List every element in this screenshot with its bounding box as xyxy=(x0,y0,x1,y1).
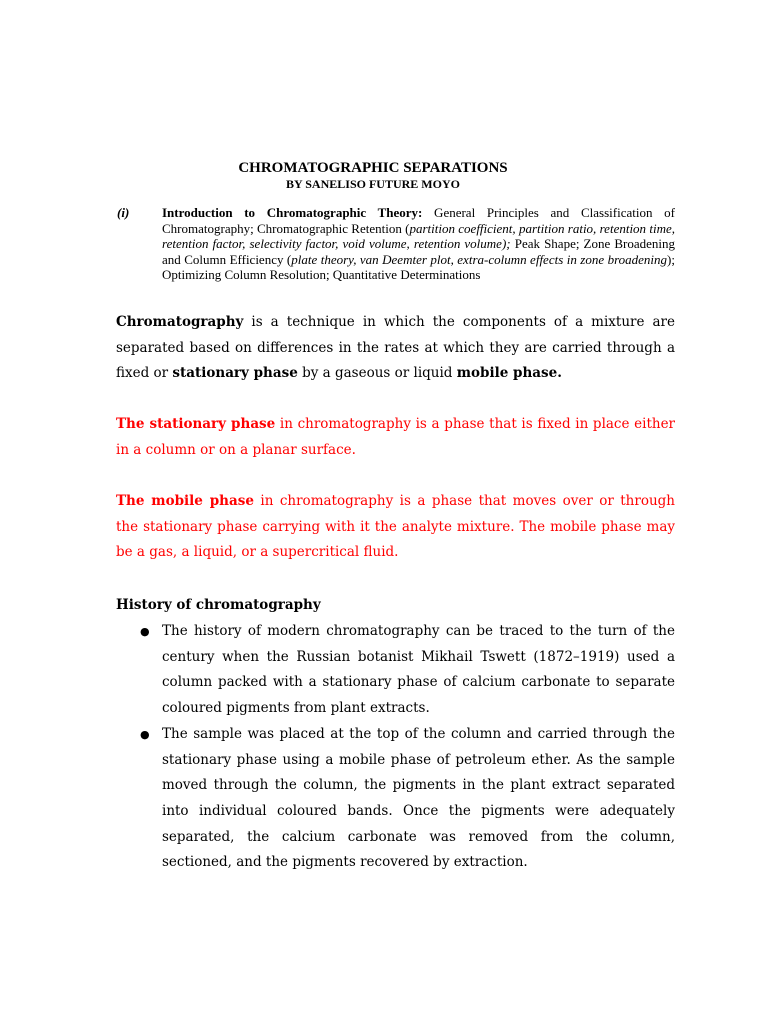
intro-text-1: General Principles and Classification of Chromatography; Chromatographic Retention ( xyxy=(162,205,675,236)
bullet-icon: ● xyxy=(140,625,150,638)
intro-italic-2: plate theory, van Deemter plot, extra-column effects in zone broadening xyxy=(291,251,668,267)
history-bullet-text: The history of modern chromatography can be traced to the turn of the century when the Russian botanist Mikhail Tswett (1872–1919) used a column packed with a stationary phase of calcium carbonate to separate coloured pigments from plant extracts. xyxy=(162,623,675,717)
mobile-phase-term: The mobile phase xyxy=(116,493,254,509)
mobile-phase-text: in chromatography is a phase that moves over or through the stationary phase carrying with it the analyte mixture. The mobile phase may be a gas, a liquid, or a supercritical fluid. xyxy=(116,493,675,561)
chromatography-definition xyxy=(116,310,675,387)
term-mobile-phase: mobile phase. xyxy=(456,365,562,382)
intro-text-2: Peak Shape; Zone Broadening and Column Efficiency ( xyxy=(162,236,676,267)
document-author: BY SANELISO FUTURE MOYO xyxy=(286,177,460,191)
list-item xyxy=(140,722,675,876)
history-heading: History of chromatography xyxy=(116,597,321,613)
history-bullet-text: The sample was placed at the top of the column and carried through the stationary phase using a mobile phase of petroleum ether. As the sample moved through the column, the pigments in the plant extract separated into individual coloured bands. Once the pigments were adequately separated, the calcium carbonate was removed from the column, sectioned, and the pigments recovered by extraction. xyxy=(162,725,675,871)
chromatography-text-2: by a gaseous or liquid xyxy=(297,365,457,382)
intro-italic-1: partition coefficient, partition ratio, retention time, retention factor, selectivity factor, void volume, retention volume); xyxy=(162,220,675,251)
intro-text-3: ); Optimizing Column Resolution; Quantitative Determinations xyxy=(162,251,675,282)
history-bullet-list xyxy=(140,619,675,876)
mobile-phase-definition xyxy=(116,489,675,566)
stationary-phase-definition xyxy=(116,412,675,463)
section-number: (i) xyxy=(117,205,130,220)
stationary-phase-text: in chromatography is a phase that is fixed in place either in a column or on a planar surface. xyxy=(116,416,676,458)
intro-section xyxy=(162,205,675,283)
term-chromatography: Chromatography xyxy=(116,314,244,330)
document-title: CHROMATOGRAPHIC SEPARATIONS xyxy=(238,160,508,176)
stationary-phase-term: The stationary phase xyxy=(116,416,276,432)
term-stationary-phase: stationary phase xyxy=(172,365,298,382)
intro-heading: Introduction to Chromatographic Theory: xyxy=(162,205,423,220)
bullet-icon: ● xyxy=(140,727,150,741)
chromatography-text-1: is a technique in which the components of a mixture are separated based on differences in the rates at which they are carried through a fixed or xyxy=(116,314,675,382)
list-item xyxy=(140,619,675,722)
